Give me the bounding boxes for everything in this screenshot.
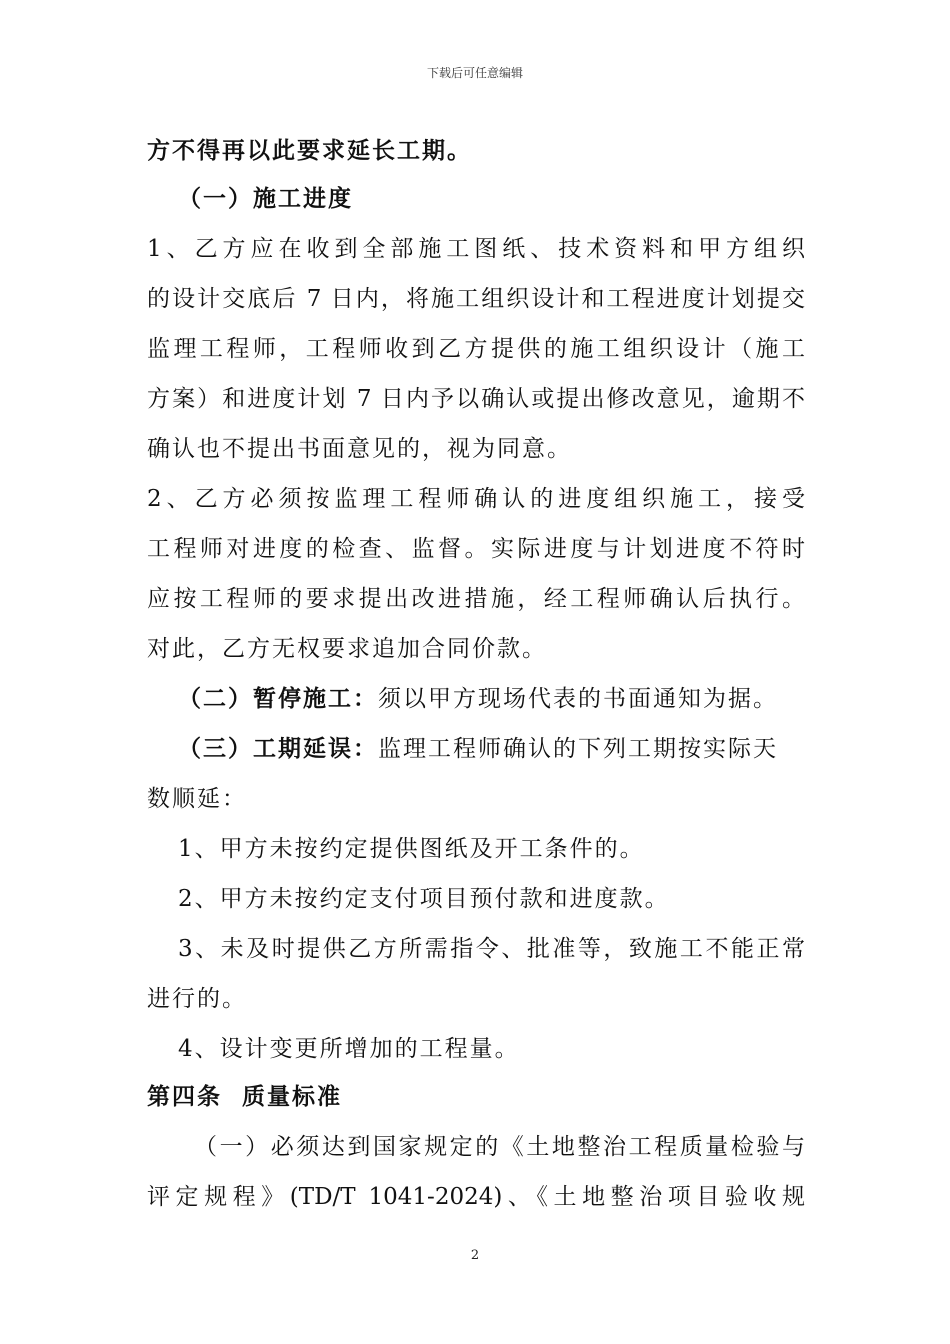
text-line: 方不得再以此要求延长工期。 bbox=[147, 137, 472, 164]
text-line: 对此，乙方无权要求追加合同价款。 bbox=[147, 636, 547, 662]
text-line-mixed bbox=[178, 734, 778, 764]
page-header-note: 下载后可任意编辑 bbox=[426, 66, 523, 80]
list-item: 3、未及时提供乙方所需指令、批准等，致施工不能正常 bbox=[178, 936, 805, 962]
text-line: 应按工程师的要求提出改进措施，经工程师确认后执行。 bbox=[147, 586, 805, 612]
text-line-mixed bbox=[178, 684, 778, 714]
text-line: 1、乙方应在收到全部施工图纸、技术资料和甲方组织 bbox=[147, 236, 805, 262]
text-line: （一）必须达到国家规定的《土地整治工程质量检验与 bbox=[194, 1134, 805, 1160]
page-number: 2 bbox=[470, 1248, 480, 1263]
section-heading: （一）施工进度 bbox=[178, 185, 353, 212]
text-line: 评定规程》(TD/T 1041-2024)、《土地整治项目验收规 bbox=[147, 1184, 805, 1210]
section-heading: （二）暂停施工： bbox=[178, 685, 378, 712]
section-text: 监理工程师确认的下列工期按实际天 bbox=[378, 736, 778, 762]
list-item: 1、甲方未按约定提供图纸及开工条件的。 bbox=[178, 836, 645, 862]
text-line: 监理工程师，工程师收到乙方提供的施工组织设计（施工 bbox=[147, 336, 805, 362]
section-heading: （三）工期延误： bbox=[178, 735, 378, 762]
section-text: 须以甲方现场代表的书面通知为据。 bbox=[378, 686, 778, 712]
list-item: 2、甲方未按约定支付项目预付款和进度款。 bbox=[178, 886, 670, 912]
text-line: 数顺延： bbox=[147, 786, 247, 812]
text-line: 的设计交底后 7 日内，将施工组织设计和工程进度计划提交 bbox=[147, 286, 805, 312]
text-line: 2、乙方必须按监理工程师确认的进度组织施工，接受 bbox=[147, 486, 805, 512]
text-line: 确认也不提出书面意见的，视为同意。 bbox=[147, 436, 572, 462]
text-line: 工程师对进度的检查、监督。实际进度与计划进度不符时 bbox=[147, 536, 805, 562]
text-line: 进行的。 bbox=[147, 986, 247, 1012]
text-line: 方案）和进度计划 7 日内予以确认或提出修改意见，逾期不 bbox=[147, 386, 805, 412]
article-heading: 第四条 质量标准 bbox=[147, 1083, 343, 1110]
list-item: 4、设计变更所增加的工程量。 bbox=[178, 1036, 520, 1062]
